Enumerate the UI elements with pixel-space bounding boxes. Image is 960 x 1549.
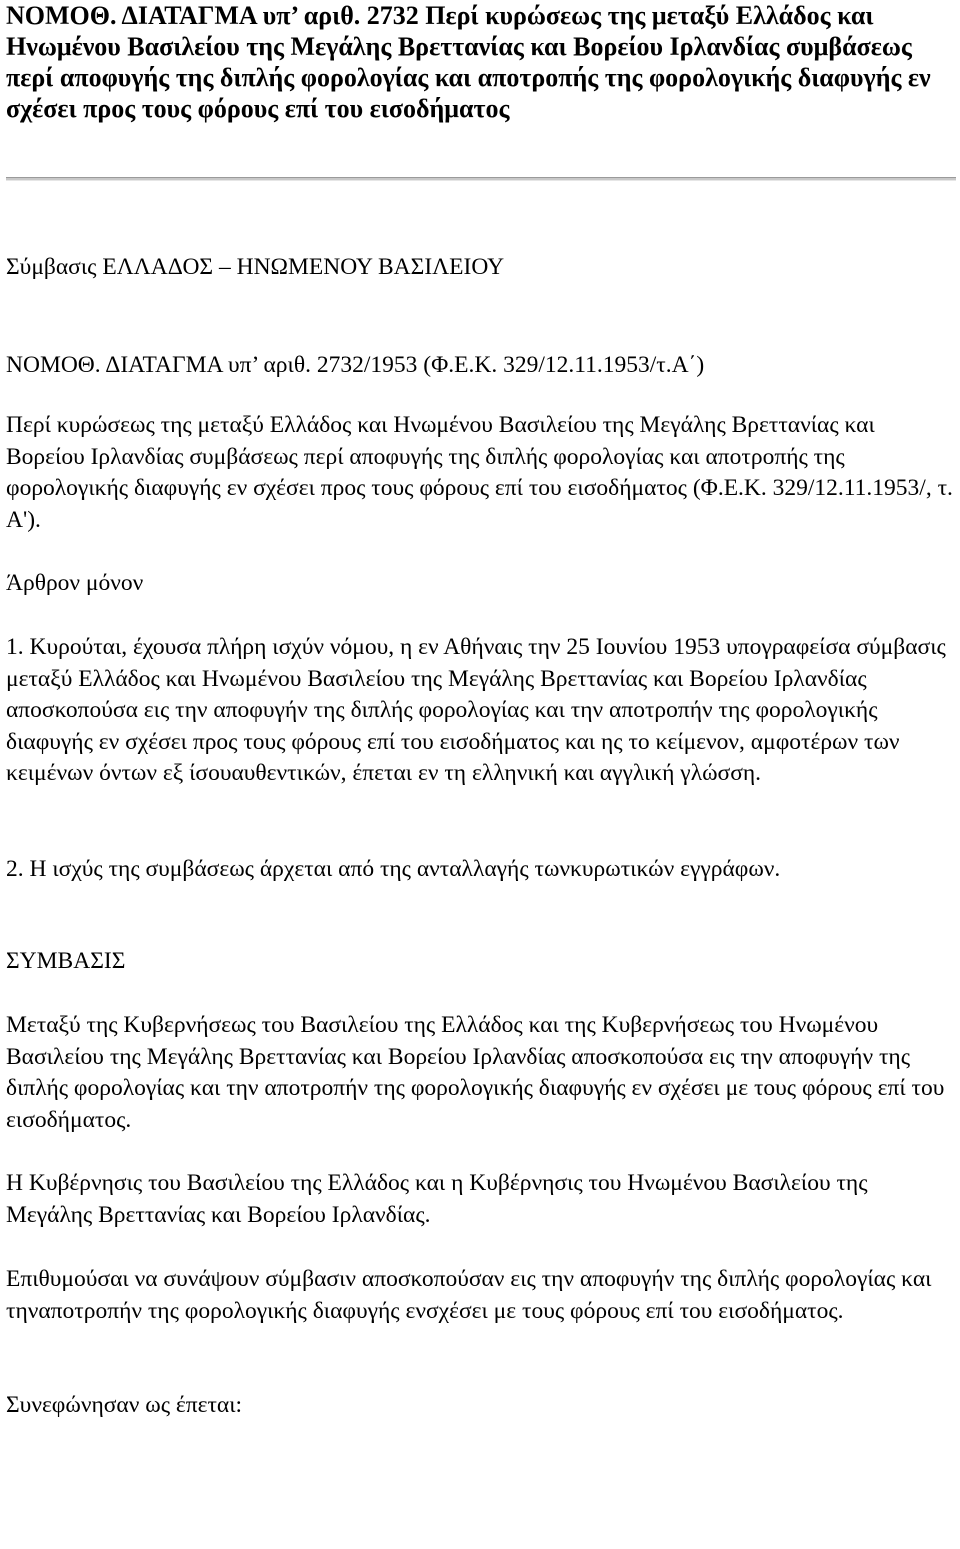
- preamble-paragraph-2: Η Κυβέρνησις του Βασιλείου της Ελλάδος και η Κυβέρνησις του Ηνωμένου Βασιλείου της Μεγάλης Βρεττανίας και Βορείου Ιρλανδίας.: [6, 1170, 868, 1228]
- preamble-paragraph-1: Μεταξύ της Κυβερνήσεως του Βασιλείου της Ελλάδος και της Κυβερνήσεως του Ηνωμένου Βασιλείου της Μεγάλης Βρεττανίας και Βορείου Ιρλανδίας αποσκοπούσα εις την αποφυγήν της διπλής φορολογίας και την αποτροπήν της φορολογικής διαφυγής εν σχέσει με τους φόρους επί του εισοδήματος.: [6, 1012, 945, 1133]
- convention-name: Σύμβασις ΕΛΛΑΔΟΣ – ΗΝΩΜΕΝΟΥ ΒΑΣΙΛΕΙΟΥ: [6, 254, 505, 280]
- article-paragraph-1: 1. Κυρούται, έχουσα πλήρη ισχύν νόμου, η εν Αθήναις την 25 Ιουνίου 1953 υπογραφείσα σύμβασις μεταξύ Ελλάδος και Ηνωμένου Βασιλείου της Μεγάλης Βρεττανίας και Βορείου Ιρλανδίας αποσκοπούσα εις την αποφυγήν της διπλής φορολογίας και την αποτροπήν της φορολογικής διαφυγής εν σχέσει προς τους φόρους επί του εισοδήματος και ης το κείμενον, αμφοτέρων των κειμένων όντων εξ ίσουαυθεντικών, έπεται εν τη ελληνική και αγγλική γλώσση.: [6, 634, 946, 786]
- horizontal-rule: [6, 177, 956, 181]
- document-title: ΝΟΜΟΘ. ΔΙΑΤΑΓΜΑ υπ’ αριθ. 2732 Περί κυρώσεως της μεταξύ Ελλάδος και Ηνωμένου Βασιλείου της Μεγάλης Βρεττανίας και Βορείου Ιρλανδίας συμβάσεως περί αποφυγής της διπλής φορολογίας και αποτροπής της φορολογικής διαφυγής εν σχέσει προς τους φόρους επί του εισοδήματος: [6, 1, 931, 123]
- agreed-statement: Συνεφώνησαν ως έπεται:: [6, 1392, 243, 1418]
- decree-reference: ΝΟΜΟΘ. ΔΙΑΤΑΓΜΑ υπ’ αριθ. 2732/1953 (Φ.Ε.Κ. 329/12.11.1953/τ.Α΄): [6, 352, 705, 378]
- decree-subject-paragraph: Περί κυρώσεως της μεταξύ Ελλάδος και Ηνωμένου Βασιλείου της Μεγάλης Βρεττανίας και Βορείου Ιρλανδίας συμβάσεως περί αποφυγής της διπλής φορολογίας και αποτροπής της φορολογικής διαφυγής εν σχέσει προς τους φόρους επί του εισοδήματος (Φ.Ε.Κ. 329/12.11.1953/, τ. Α').: [6, 412, 953, 533]
- article-heading: Άρθρον μόνον: [6, 570, 144, 596]
- convention-heading: ΣΥΜΒΑΣΙΣ: [6, 948, 126, 974]
- article-paragraph-2: 2. Η ισχύς της συμβάσεως άρχεται από της ανταλλαγής τωνκυρωτικών εγγράφων.: [6, 856, 781, 882]
- preamble-paragraph-3: Επιθυμούσαι να συνάψουν σύμβασιν αποσκοπούσαν εις την αποφυγήν της διπλής φορολογίας και τηναποτροπήν της φορολογικής διαφυγής ενσχέσει με τους φόρους επί του εισοδήματος.: [6, 1266, 932, 1324]
